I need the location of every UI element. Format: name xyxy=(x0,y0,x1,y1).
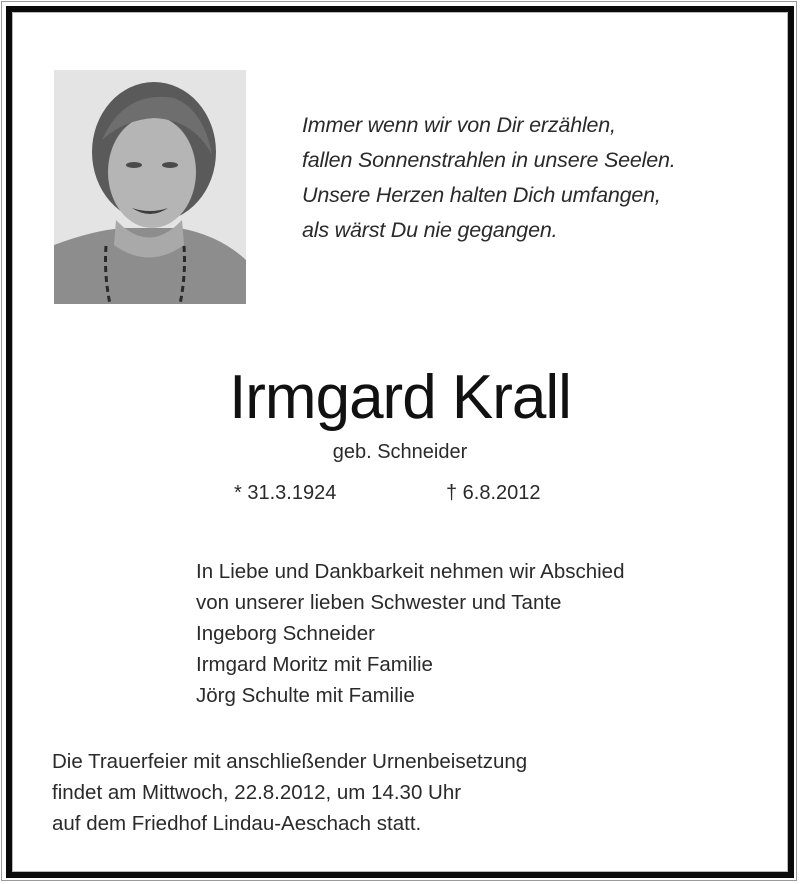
death-date: † 6.8.2012 xyxy=(446,482,541,504)
maiden-name: geb. Schneider xyxy=(332,441,468,463)
portrait-photo xyxy=(54,70,246,304)
funeral-service-info xyxy=(52,746,527,839)
mourners-line: In Liebe und Dankbarkeit nehmen wir Abschied xyxy=(196,560,625,583)
service-line: Die Trauerfeier mit anschließender Urnenbeisetzung xyxy=(52,750,528,773)
poem-line: Unsere Herzen halten Dich umfangen, xyxy=(302,183,661,207)
deceased-name: Irmgard Krall xyxy=(229,363,571,432)
mourners-line: von unserer lieben Schwester und Tante xyxy=(196,591,562,614)
birth-date: * 31.3.1924 xyxy=(234,482,337,504)
mourner-name: Ingeborg Schneider xyxy=(196,622,375,645)
portrait-image xyxy=(54,70,246,304)
mourners-block xyxy=(196,556,625,711)
service-line: auf dem Friedhof Lindau-Aeschach statt. xyxy=(52,812,422,835)
mourner-name: Jörg Schulte mit Familie xyxy=(196,684,415,707)
mourner-name: Irmgard Moritz mit Familie xyxy=(196,653,433,676)
service-line: findet am Mittwoch, 22.8.2012, um 14.30 Uhr xyxy=(52,781,462,804)
memorial-poem xyxy=(302,108,676,248)
poem-line: Immer wenn wir von Dir erzählen, xyxy=(302,113,616,137)
poem-line: fallen Sonnenstrahlen in unsere Seelen. xyxy=(302,148,676,172)
poem-line: als wärst Du nie gegangen. xyxy=(302,218,558,242)
